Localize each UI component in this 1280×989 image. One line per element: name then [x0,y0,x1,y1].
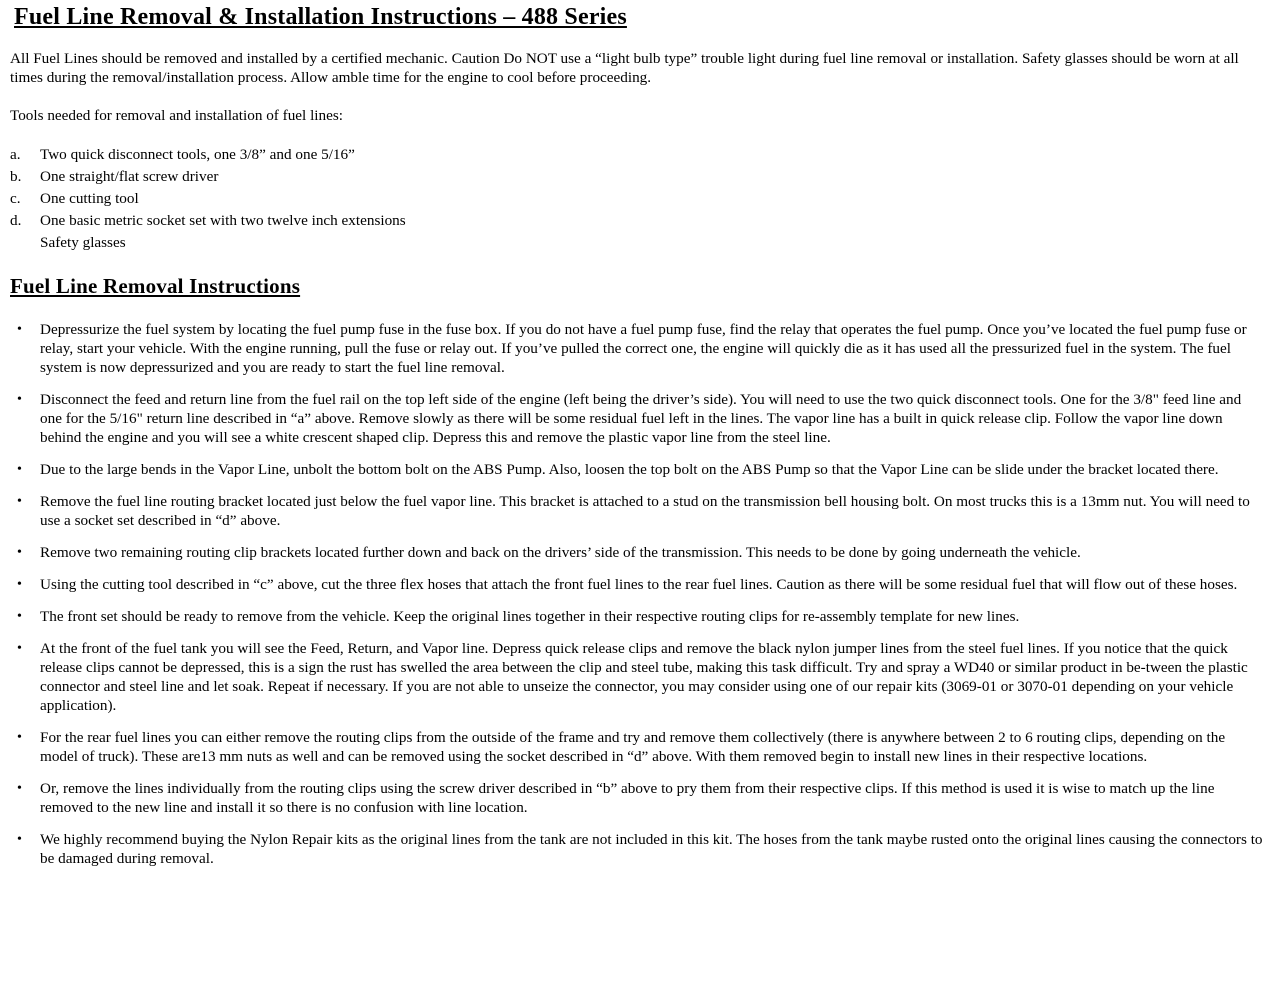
list-item-text: One straight/flat screw driver [40,168,219,185]
instruction-text: For the rear fuel lines you can either remove the routing clips from the outside of the frame and try and remove them collectively (there is anywhere between 2 to 6 routing clips, depending on the model of truck). These are13 mm nuts as well and can be removed using the socket described in “d” above. With them removed begin to install new lines in their respective locations. [40,729,1226,765]
tools-heading: Tools needed for removal and installation of fuel lines: [10,107,343,124]
section-heading: Fuel Line Removal Instructions [10,274,301,298]
instruction-item [10,460,1266,479]
list-item-marker: b. [10,168,22,185]
bullet-icon: • [17,832,22,847]
intro-paragraph: All Fuel Lines should be removed and installed by a certified mechanic. Caution Do NOT use a “light bulb type” trouble light during fuel line removal or installation. Safety glasses should be worn at all times during the removal/installation process. Allow amble time for the engine to cool before proceeding. [10,50,1239,86]
bullet-icon: • [17,494,22,509]
instruction-text: Remove two remaining routing clip brackets located further down and back on the drivers’ side of the transmission. This needs to be done by going underneath the vehicle. [40,544,1081,561]
bullet-icon: • [17,781,22,796]
list-item [10,189,1266,208]
instruction-item [10,390,1266,447]
instruction-text: Using the cutting tool described in “c” above, cut the three flex hoses that attach the front fuel lines to the rear fuel lines. Caution as there will be some residual fuel that will flow out of these hoses. [40,576,1238,593]
instruction-item [10,779,1266,817]
instruction-item [10,492,1266,530]
list-item [10,211,1266,230]
list-item-marker: d. [10,212,22,229]
list-item-marker: c. [10,190,21,207]
list-item [10,233,1266,252]
bullet-icon: • [17,322,22,337]
list-item-marker: a. [10,146,21,163]
list-item [10,145,1266,164]
list-item [10,167,1266,186]
list-item-text: Safety glasses [40,234,126,251]
instruction-text: Or, remove the lines individually from the routing clips using the screw driver described in “b” above to pry them from their respective clips. If this method is used it is wise to match up the line removed to the new line and install it so there is no confusion with line location. [40,780,1215,816]
instruction-text: Depressurize the fuel system by locating the fuel pump fuse in the fuse box. If you do not have a fuel pump fuse, find the relay that operates the fuel pump. Once you’ve located the fuel pump fuse or relay, start your vehicle. With the engine running, pull the fuse or relay out. If you’ve pulled the correct one, the engine will quickly die as it has used all the pressurized fuel in the system. The fuel system is now depressurized and you are ready to start the fuel line removal. [40,321,1247,376]
list-item-text: Two quick disconnect tools, one 3/8” and one 5/16” [40,146,355,163]
instructions-list [10,320,1266,868]
bullet-icon: • [17,392,22,407]
instruction-text: Due to the large bends in the Vapor Line, unbolt the bottom bolt on the ABS Pump. Also, loosen the top bolt on the ABS Pump so that the Vapor Line can be slide under the bracket located there. [40,461,1219,478]
bullet-icon: • [17,462,22,477]
bullet-icon: • [17,730,22,745]
bullet-icon: • [17,641,22,656]
instruction-item [10,320,1266,377]
instruction-item [10,639,1266,715]
instruction-item [10,607,1266,626]
instruction-text: Disconnect the feed and return line from the fuel rail on the top left side of the engine (left being the driver’s side). You will need to use the two quick disconnect tools. One for the 3/8" feed line and one for the 5/16" return line described in “a” above. Remove slowly as there will be some residual fuel left in the lines. The vapor line has a built in quick release clip. Follow the vapor line down behind the engine and you will see a white crescent shaped clip. Depress this and remove the plastic vapor line from the steel line. [40,391,1242,446]
bullet-icon: • [17,545,22,560]
instruction-text: Remove the fuel line routing bracket located just below the fuel vapor line. This bracket is attached to a stud on the transmission bell housing bolt. On most trucks this is a 13mm nut. You will need to use a socket set described in “d” above. [40,493,1250,529]
instruction-item [10,543,1266,562]
page-title: Fuel Line Removal & Installation Instructions – 488 Series [14,4,627,30]
tools-list [10,145,1266,252]
list-item-text: One basic metric socket set with two twelve inch extensions [40,212,406,229]
instruction-text: We highly recommend buying the Nylon Repair kits as the original lines from the tank are not included in this kit. The hoses from the tank maybe rusted onto the original lines causing the connectors to be damaged during removal. [40,831,1263,867]
instruction-item [10,728,1266,766]
instruction-item [10,575,1266,594]
list-item-text: One cutting tool [40,190,139,207]
bullet-icon: • [17,577,22,592]
instruction-text: The front set should be ready to remove from the vehicle. Keep the original lines together in their respective routing clips for re-assembly template for new lines. [40,608,1020,625]
instruction-item [10,830,1266,868]
instruction-text: At the front of the fuel tank you will see the Feed, Return, and Vapor line. Depress quick release clips and remove the black nylon jumper lines from the steel fuel lines. If you notice that the quick release clips cannot be depressed, this is a sign the rust has swelled the area between the clip and steel tube, making this task difficult. Try and spray a WD40 or similar product in be-tween the plastic connector and steel line and let soak. Repeat if necessary. If you are not able to unseize the connector, you may consider using one of our repair kits (3069-01 or 3070-01 depending on your vehicle application). [40,640,1248,714]
bullet-icon: • [17,609,22,624]
list-item-marker [10,233,40,252]
